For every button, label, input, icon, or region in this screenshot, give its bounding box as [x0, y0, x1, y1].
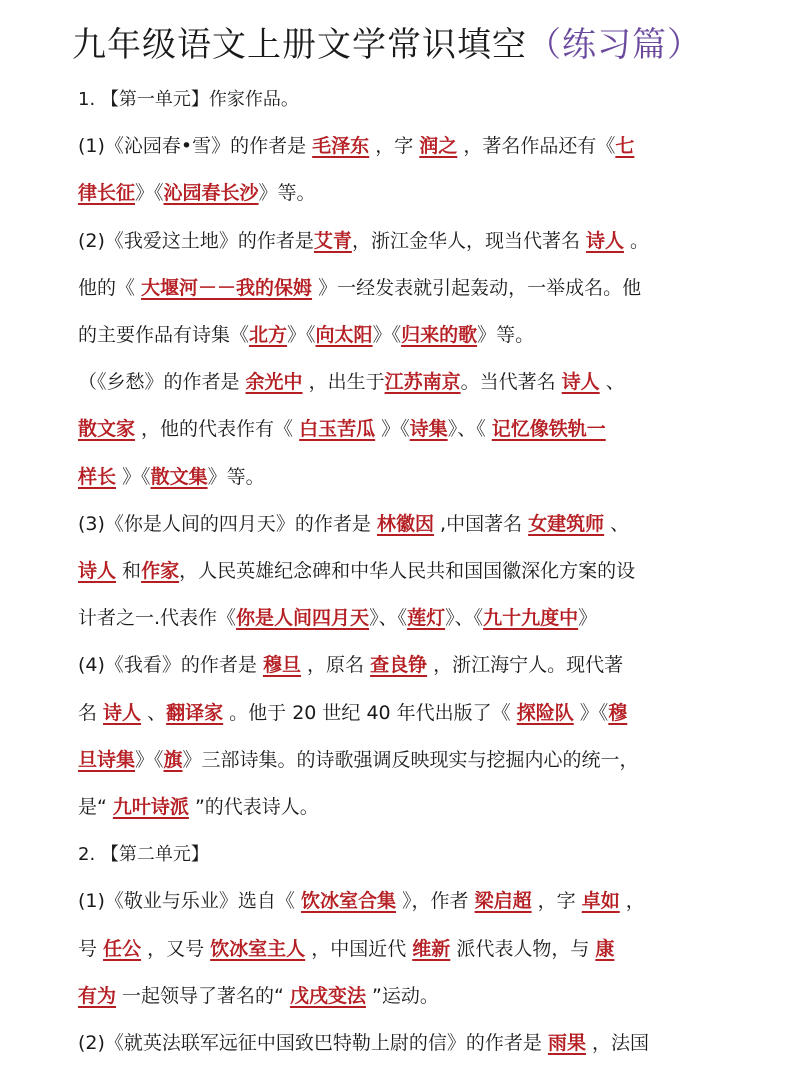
text-line	[78, 359, 760, 406]
text-segment: 》、《	[445, 607, 484, 630]
text-segment: 号	[78, 937, 104, 960]
answer-fill: 散文家	[78, 418, 136, 441]
section-heading	[78, 76, 760, 123]
answer-fill: 维新	[412, 937, 451, 960]
document-body	[78, 76, 760, 1067]
answer-fill: 有为	[78, 984, 117, 1007]
page-title-accent: （练习篇）	[527, 25, 702, 65]
answer-fill: 旦诗集	[78, 748, 136, 771]
answer-fill: 诗集	[409, 418, 448, 441]
text-line	[78, 312, 760, 359]
answer-fill: 九叶诗派	[112, 796, 189, 819]
text-segment: 他的《	[78, 276, 142, 299]
text-segment: ，著名作品还有《	[457, 135, 616, 158]
page-title	[72, 14, 760, 76]
answer-fill: 林徽因	[376, 512, 434, 535]
text-segment: ，	[619, 890, 645, 913]
text-segment: 。	[624, 229, 650, 252]
text-segment: ，原名	[300, 654, 371, 677]
text-line	[78, 926, 760, 973]
answer-fill: 穆	[608, 701, 628, 724]
text-segment: 》、《	[369, 607, 408, 630]
text-segment: 》《	[287, 324, 316, 347]
text-segment: (2)《我爱这土地》的作者是	[78, 229, 314, 252]
text-segment: ”运动。	[365, 984, 439, 1007]
text-segment: ，中国近代	[305, 937, 413, 960]
text-line	[78, 784, 760, 831]
text-segment: ,中国著名	[433, 512, 529, 535]
text-segment: 》，作者	[395, 890, 475, 913]
answer-fill: 你是人间四月天	[236, 607, 370, 630]
text-segment: 派代表人物，与	[450, 937, 596, 960]
answer-fill: 雨果	[547, 1032, 586, 1055]
text-segment: 、	[141, 701, 167, 724]
text-line	[78, 973, 760, 1020]
answer-fill: 毛泽东	[312, 135, 370, 158]
answer-fill: 卓如	[581, 890, 620, 913]
text-segment: ，他的代表作有《	[135, 418, 300, 441]
text-line	[78, 170, 760, 217]
text-segment: 》三部诗集。的诗歌强调反映现实与挖掘内心的统一，	[182, 748, 639, 771]
answer-fill: 江苏南京	[384, 371, 461, 394]
answer-fill: 诗人	[585, 229, 624, 252]
text-segment: (1)《敬业与乐业》选自《	[78, 890, 301, 913]
text-segment: 》《	[135, 182, 164, 205]
text-segment: ”的代表诗人。	[188, 796, 319, 819]
answer-fill: 七	[615, 135, 635, 158]
text-segment: 。当代著名	[460, 371, 562, 394]
answer-fill: 诗人	[103, 701, 142, 724]
answer-fill: 翻译家	[166, 701, 224, 724]
answer-fill: 润之	[419, 135, 458, 158]
text-line	[78, 1020, 760, 1067]
text-segment: (1)《沁园春•雪》的作者是	[78, 135, 313, 158]
text-segment: 2. 【第二单元】	[78, 844, 209, 866]
text-segment: 》《	[372, 324, 402, 347]
answer-fill: 白玉苦瓜	[299, 418, 376, 441]
text-segment: 》	[578, 607, 598, 630]
answer-fill: 记忆像铁轨一	[491, 418, 606, 441]
text-segment: ，浙江金华人，现当代著名	[351, 229, 586, 252]
text-line	[78, 218, 760, 265]
text-segment: ，字	[369, 135, 420, 158]
text-segment: 》等。	[258, 182, 316, 205]
text-segment: (2)《就英法联军远征中国致巴特勒上尉的信》的作者是	[78, 1032, 548, 1055]
text-segment: ，浙江海宁人。现代著	[427, 654, 624, 677]
answer-fill: 饮冰室主人	[210, 937, 306, 960]
text-segment: 和	[116, 560, 142, 583]
answer-fill: 穆旦	[262, 654, 301, 677]
answer-fill: 九十九度中	[483, 607, 579, 630]
text-line	[78, 595, 760, 642]
text-segment: 》、《	[447, 418, 492, 441]
text-segment: 、	[599, 371, 625, 394]
answer-fill: 任公	[103, 937, 142, 960]
answer-fill: 沁园春长沙	[163, 182, 259, 205]
text-segment: 、	[604, 512, 630, 535]
answer-fill: 莲灯	[407, 607, 446, 630]
text-segment: ，又号	[141, 937, 211, 960]
text-segment: ，法国	[585, 1032, 650, 1055]
text-segment: 1. 【第一单元】作家作品。	[78, 89, 299, 110]
answer-fill: 作家	[141, 560, 180, 583]
answer-fill: 大堰河－－我的保姆	[141, 276, 313, 299]
answer-fill: 样长	[78, 465, 117, 488]
answer-fill: 归来的歌	[401, 324, 478, 347]
answer-fill: 梁启超	[474, 890, 532, 913]
text-line	[78, 454, 760, 501]
text-line	[78, 123, 760, 170]
text-segment: 一起领导了著名的“	[116, 984, 290, 1007]
answer-fill: 女建筑师	[528, 512, 605, 535]
answer-fill: 探险队	[516, 701, 574, 724]
text-segment: (3)《你是人间的四月天》的作者是	[78, 512, 377, 535]
answer-fill: 向太阳	[315, 324, 373, 347]
answer-fill: 饮冰室合集	[300, 890, 396, 913]
text-segment: 。他于 20 世纪 40 年代出版了《	[223, 701, 517, 724]
answer-fill: 查良铮	[370, 654, 428, 677]
answer-fill: 康	[595, 937, 615, 960]
text-segment: 》《	[573, 701, 609, 724]
text-line	[78, 548, 760, 595]
text-segment: ，出生于	[302, 371, 385, 394]
text-segment: 》等。	[477, 324, 535, 347]
page-title-main: 九年级语文上册文学常识填空	[72, 25, 527, 65]
text-segment: 的主要作品有诗集《	[78, 324, 250, 347]
text-segment: 》《	[375, 418, 410, 441]
text-line	[78, 737, 760, 784]
section-heading	[78, 831, 760, 878]
text-line	[78, 878, 760, 925]
answer-fill: 律长征	[78, 182, 136, 205]
answer-fill: 旗	[163, 748, 183, 771]
text-line	[78, 690, 760, 737]
text-segment: （《乡愁》的作者是	[78, 371, 246, 394]
answer-fill: 北方	[249, 324, 288, 347]
text-line	[78, 265, 760, 312]
text-segment: (4)《我看》的作者是	[78, 654, 263, 677]
text-segment: 名	[78, 701, 104, 724]
text-line	[78, 406, 760, 453]
text-segment: 计者之一.代表作《	[78, 607, 237, 630]
text-segment: 》等。	[207, 465, 265, 488]
text-segment: 》一经发表就引起轰动，一举成名。他	[312, 276, 642, 299]
answer-fill: 诗人	[561, 371, 600, 394]
text-segment: 》《	[135, 748, 164, 771]
text-segment: ，字	[531, 890, 582, 913]
answer-fill: 艾青	[313, 229, 352, 252]
answer-fill: 余光中	[245, 371, 303, 394]
answer-fill: 戊戌变法	[289, 984, 366, 1007]
answer-fill: 散文集	[150, 465, 208, 488]
answer-fill: 诗人	[78, 560, 117, 583]
text-line	[78, 642, 760, 689]
text-segment: 》《	[116, 465, 151, 488]
text-line	[78, 501, 760, 548]
text-segment: 是“	[78, 796, 113, 819]
text-segment: ，人民英雄纪念碑和中华人民共和国国徽深化方案的设	[179, 560, 636, 583]
